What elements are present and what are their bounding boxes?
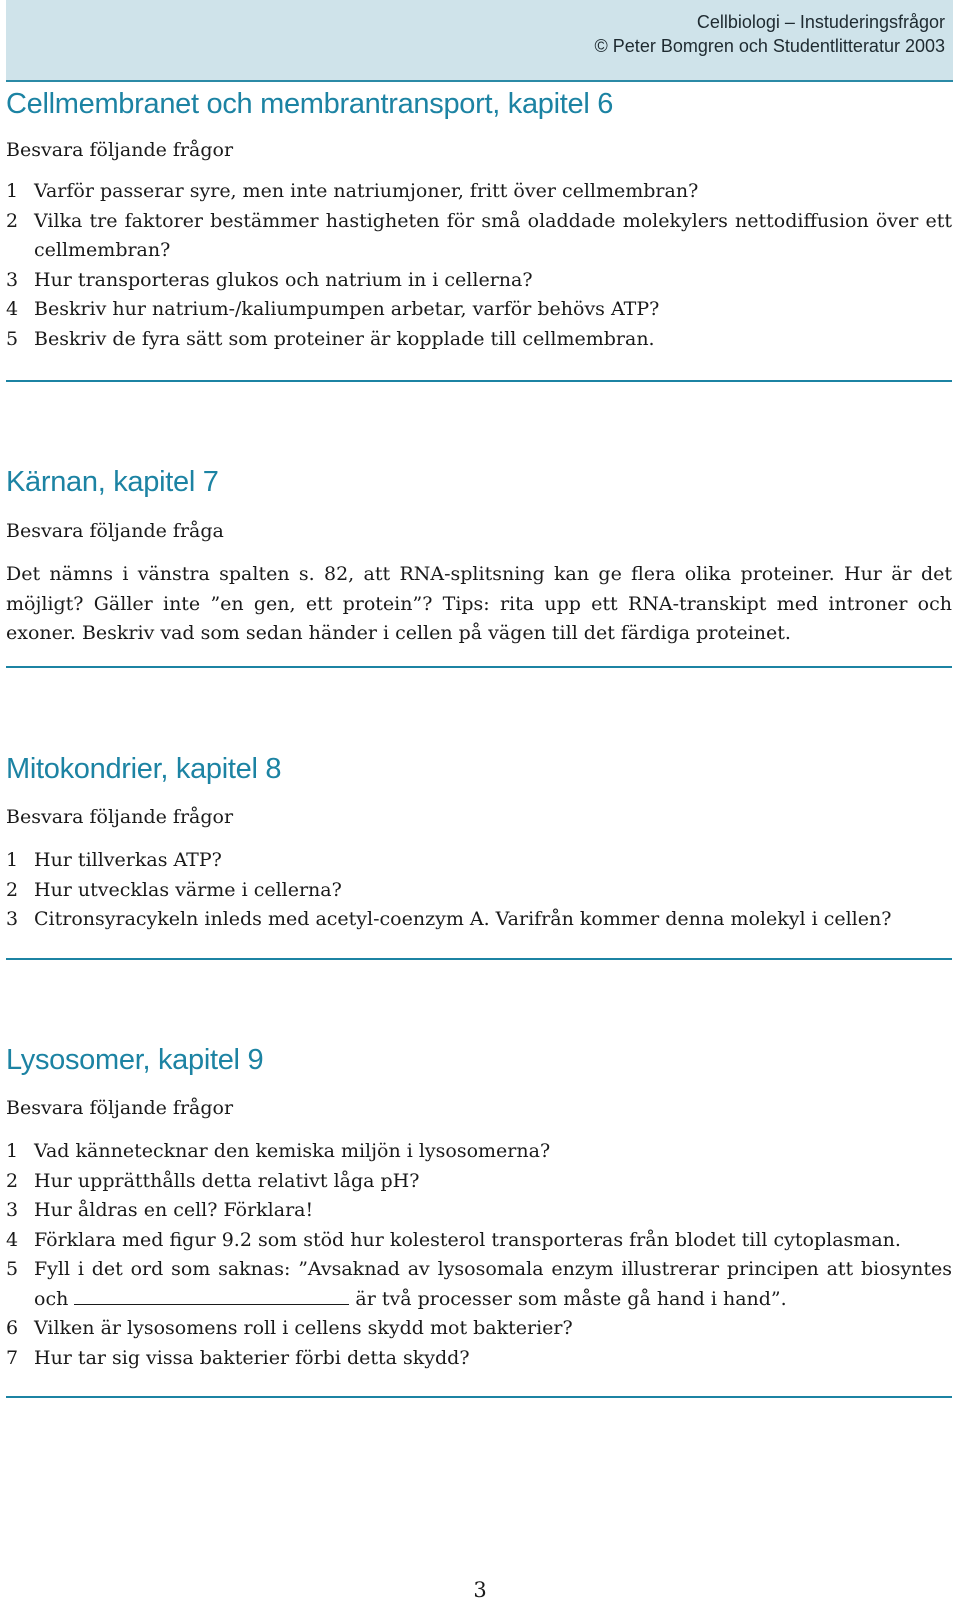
question-text: Hur tillverkas ATP? (34, 849, 222, 871)
question-item (6, 1137, 952, 1167)
question-number: 2 (6, 1169, 19, 1192)
question-text: Hur upprätthålls detta relativt låga pH? (34, 1169, 420, 1192)
question-text: Vilka tre faktorer bestämmer hastigheten för små oladdade molekylers nettodiffusion över ett cellmembran? (34, 209, 952, 261)
section-subhead: Besvara följande fråga (6, 520, 224, 542)
question-text: Vilken är lysosomens roll i cellens skydd mot bakterier? (34, 1317, 573, 1339)
question-text: Varför passerar syre, men inte natriumjoner, fritt över cellmembran? (34, 180, 699, 202)
section-title-karnan: Kärnan, kapitel 7 (6, 466, 219, 498)
question-number: 3 (6, 268, 19, 291)
question-number: 5 (6, 327, 19, 350)
question-text (34, 1255, 952, 1314)
question-item (6, 1196, 952, 1226)
section-divider (6, 958, 952, 960)
question-item (6, 1344, 952, 1374)
section-title-mitokondrier: Mitokondrier, kapitel 8 (6, 753, 282, 785)
question-text: Beskriv hur natrium-/kaliumpumpen arbetar, varför behövs ATP? (34, 298, 660, 320)
question-text-before-blank: Fyll i det ord som saknas: ”Avsaknad av lysosomala enzym illustrerar principen att biosyntes och (34, 1258, 952, 1310)
question-text: Hur åldras en cell? Förklara! (34, 1199, 314, 1221)
question-text: Förklara med figur 9.2 som stöd hur kolesterol transporteras från blodet till cytoplasman. (34, 1228, 901, 1251)
question-item (6, 1314, 952, 1344)
question-text: Citronsyracykeln inleds med acetyl-coenzym A. Varifrån kommer denna molekyl i cellen? (34, 908, 892, 930)
question-number: 2 (6, 209, 19, 232)
header-title: Cellbiologi – Instuderingsfrågor (696, 12, 945, 32)
page-header (6, 0, 953, 80)
question-number: 2 (6, 878, 19, 901)
question-text-after-blank: är två processer som måste gå hand i hand”. (355, 1287, 787, 1310)
question-item (6, 1226, 952, 1256)
section-divider (6, 1396, 952, 1398)
question-item (6, 1167, 952, 1197)
question-number: 3 (6, 908, 19, 930)
question-number: 7 (6, 1346, 19, 1369)
question-text: Vad kännetecknar den kemiska miljön i lysosomerna? (34, 1140, 551, 1162)
question-text: Hur tar sig vissa bakterier förbi detta skydd? (34, 1346, 470, 1369)
question-number: 1 (6, 1140, 19, 1162)
question-text: Beskriv de fyra sätt som proteiner är kopplade till cellmembran. (34, 327, 655, 350)
question-list-cellmembranet (6, 177, 952, 354)
question-item (6, 177, 952, 207)
question-list-lysosomer (6, 1137, 952, 1373)
section-subhead: Besvara följande frågor (6, 1097, 234, 1119)
section-divider (6, 666, 952, 668)
answer-blank (74, 1288, 349, 1305)
question-number: 5 (6, 1258, 19, 1280)
question-item (6, 266, 952, 296)
question-number: 4 (6, 298, 19, 320)
question-list-mitokondrier (6, 846, 952, 935)
question-item (6, 876, 952, 906)
section-title-lysosomer: Lysosomer, kapitel 9 (6, 1044, 264, 1076)
question-paragraph: Det nämns i vänstra spalten s. 82, att RNA-splitsning kan ge flera olika proteiner. Hur är det möjligt? Gäller inte ”en gen, ett protein”? Tips: rita upp ett RNA-transkipt med introner och exoner. Beskriv vad som sedan händer i cellen på vägen till det färdiga proteinet. (6, 563, 952, 644)
question-text: Hur utvecklas värme i cellerna? (34, 878, 342, 901)
question-item (6, 1255, 952, 1314)
question-number: 4 (6, 1228, 19, 1251)
question-number: 6 (6, 1317, 19, 1339)
section-title-cellmembranet: Cellmembranet och membrantransport, kapitel 6 (6, 88, 614, 120)
question-item (6, 207, 952, 266)
question-number: 3 (6, 1199, 19, 1221)
section-subhead: Besvara följande frågor (6, 139, 234, 161)
question-item (6, 325, 952, 355)
section-subhead: Besvara följande frågor (6, 806, 234, 828)
question-text: Hur transporteras glukos och natrium in i cellerna? (34, 268, 533, 291)
question-number: 1 (6, 180, 19, 202)
section-divider (6, 380, 952, 382)
question-item (6, 295, 952, 325)
question-item (6, 846, 952, 876)
page-number: 3 (473, 1578, 487, 1602)
header-divider (6, 80, 953, 82)
header-copyright: © Peter Bomgren och Studentlitteratur 2003 (594, 36, 945, 56)
question-item (6, 905, 952, 935)
question-number: 1 (6, 849, 19, 871)
